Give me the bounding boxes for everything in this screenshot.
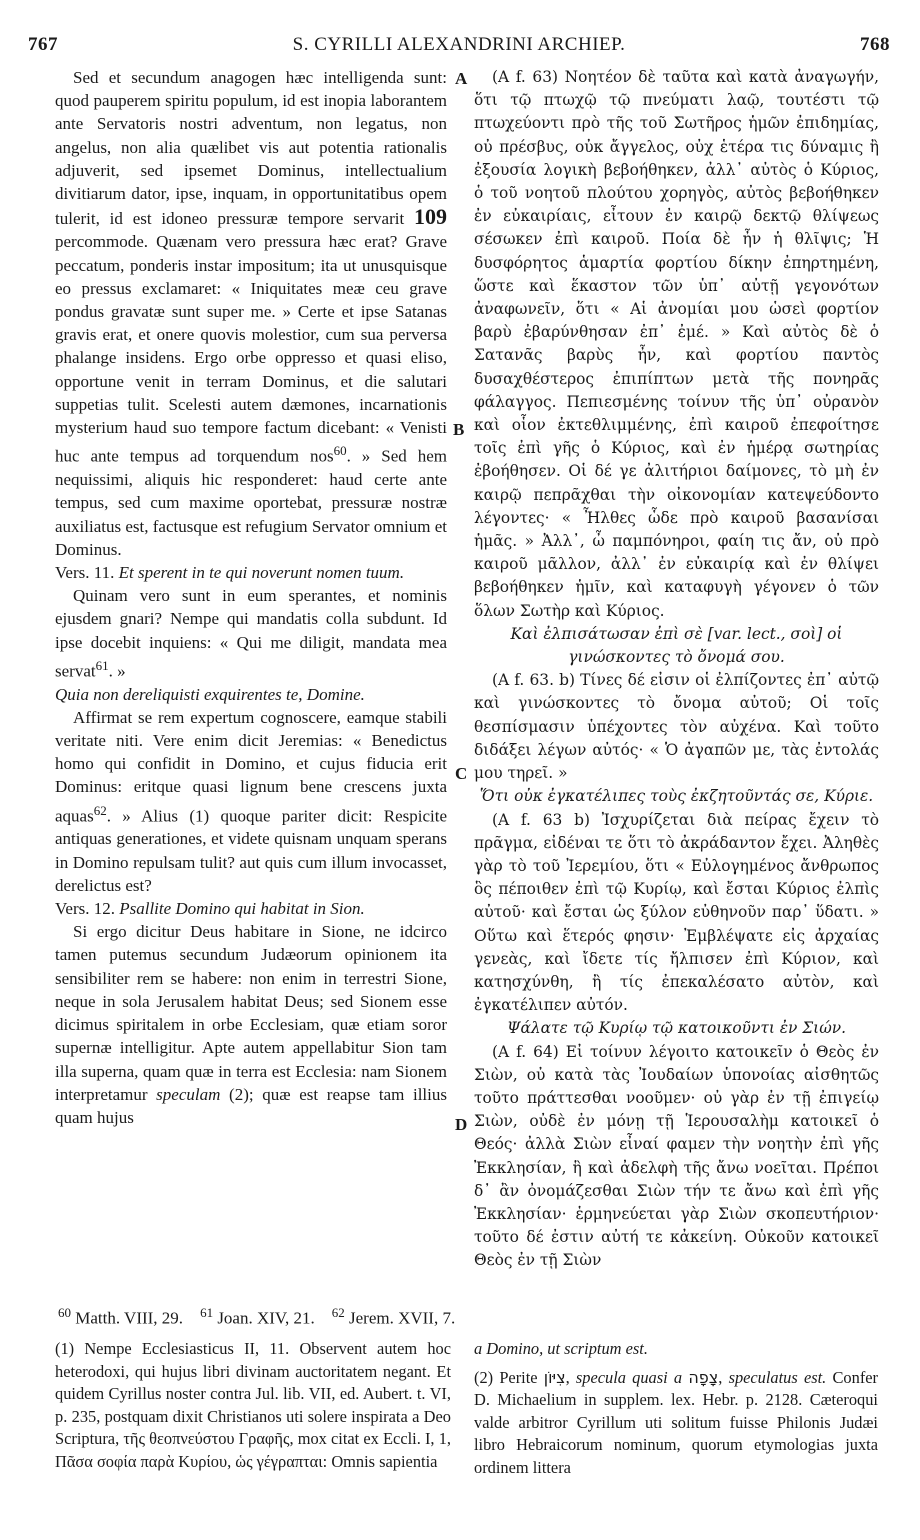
margin-letter-d: D (455, 1115, 468, 1134)
reference: Jerem. XVII, 7. (349, 1308, 456, 1328)
greek-paragraph-2: (A f. 63. b) Τίνες δέ εἰσιν οἱ ἐλπίζοντες ἐπ᾽ αὐτῷ καὶ γινώσκοντες τὸ ὄνομα αὐτοῦ; Οἱ τοῖς θεσπίσμασιν ὑπέχοντες τὸν αὐχένα. Καὶ τοῦτο διδάξει λέγων αὐτός· « Ὁ ἀγαπῶν με, τὰς ἐντολάς μου τηρεῖ. » (474, 671, 879, 783)
latin-paragraph-2: Quinam vero sunt in eum sperantes, et nominis ejusdem gnari? Nempe qui mandatis colla subdunt. Id ipse docebit inquiens: « Qui me diligit, mandata mea servat$^{61}$. » (55, 586, 447, 681)
greek-paragraph-4: (A f. 64) Εἰ τοίνυν λέγοιτο κατοικεῖν ὁ Θεὸς ἐν Σιὼν, οὐ κατὰ τὰς Ἰουδαίων ὑπονοίας αἰσθητῶς τοῦτο πράττεσθαι νοοῦμεν· οὐ γὰρ ἐν τῇ ἐπιγείῳ Σιὼν, οὐδὲ ἐν μόνῃ τῇ Ἱερουσαλὴμ κατοικεῖ ὁ Θεός· ἀλλὰ Σιὼν εἶναί φαμεν τὴν νοητὴν ἐπὶ γῆς Ἐκκλησίαν, ἣ καὶ ἀδελφὴ τῆς ἄνω νοεῖται. Πρέποι δ᾽ ἂν ὀνομάζεσθαι Σιὼν τήν τε ἄνω καὶ ἐπὶ γῆς Ἐκκλησίαν· ἑρμηνεύεται γὰρ Σιὼν σκοπευτήριον· τοῦτο δέ ἐστιν αὐτή τε κἀκείνη. Οὐκοῦν κατοικεῖ Θεὸς ἐν τῇ Σιὼν (474, 1042, 879, 1270)
greek-column (474, 66, 879, 1273)
hebrew-word-tsapah: צָפָה (688, 1367, 719, 1387)
page-header (28, 34, 890, 60)
page-number-right: 768 (860, 34, 890, 55)
footnote-2: (2) Perite צִיּוֹן, specula quasi a צָפָה, speculatus est. Confer D. Michaelium in supplem. lex. Hebr. p. 2128. Cæteroqui valde arbitror Cyrillum uti solitum fuisse Philonis Judæi libro Hebraicorum nominum, quorum etymologias juxta ordinem littera (474, 1367, 879, 1477)
latin-verse-11: Vers. 11. Et sperent in te qui noverunt nomen tuum. (55, 562, 405, 582)
reference: Matth. VIII, 29. (75, 1308, 184, 1328)
ref-mark: 60 (333, 443, 347, 459)
footnote-1-continued: a Domino, ut scriptum est. (474, 1339, 648, 1358)
margin-letter-b: B (453, 420, 465, 439)
scripture-references: $^{60}$ Matth. VIII, 29. $^{61}$ Joan. XIV, 21. $^{62}$ Jerem. XVII, 7. (58, 1305, 456, 1328)
running-title: S. CYRILLI ALEXANDRINI ARCHIEP. (292, 34, 626, 55)
ref-mark: 61 (95, 657, 109, 673)
reference: Joan. XIV, 21. (217, 1308, 315, 1328)
latin-paragraph-4: Si ergo dicitur Deus habitare in Sione, ne idcirco tamen putemus secundum Judæorum opinionem ita sensibiliter rem se habere: non enim in terrestri Sione, neque in sola Jerusalem habitat Deus; sed Sionem esse dicimus spiritalem in orbe Ecclesiam, quæ etiam soror supernæ intelligitur. Apte autem appellabitur Sion tam illa superna, quam quæ in terra est Ecclesia: nam Sionem interpretamur speculam (2); quæ est reapse tam illius quam hujus (55, 922, 447, 1127)
greek-paragraph-3: (A f. 63 b) Ἰσχυρίζεται διὰ πείρας ἔχειν τὸ πρᾶγμα, εἰδέναι τε ὅτι τὸ ἀκράδαντον ἔχει. Ἀληθὲς γὰρ τὸ τοῦ Ἰερεμίου, ὅτι « Εὐλογημένος ἄνθρωπος ὃς πέποιθεν ἐπὶ τῷ Κυρίῳ, καὶ ἔσται Κύριος ἐλπὶς αὐτοῦ· καὶ ἔσται ὡς ξύλον εὐθηνοῦν παρ᾽ ὕδατι. » Οὕτω καὶ ἕτερός φησιν· Ἐμβλέψατε εἰς ἀρχαίας γενεὰς, καὶ ἴδετε τίς ἤλπισεν ἐπὶ Κύριον, καὶ κατησχύνθη, ἢ τίς ἐπεκαλέσατο αὐτὸν, καὶ ἐγκατέλιπεν αὐτόν. (474, 810, 879, 1015)
hebrew-word-sion: צִיּוֹן (543, 1367, 566, 1387)
ref-mark: 62 (93, 802, 107, 818)
latin-verse-12: Vers. 12. Psallite Domino qui habitat in Sion. (55, 899, 365, 919)
latin-paragraph-1: Sed et secundum anagogen hæc intelligenda sunt: quod pauperem spiritu populum, id est inopia laborantem ante Servatoris nostri adventum, non legatus, non angelus, non alia quælibet vis aut potentia rationalis adjuverit, sed ipsemet Dominus, intellectualium divitiarum dator, ipse, inquam, in opportunitatibus opem tulerit, id est idoneo pressuræ tempore servarit 109 percommode. Quænam vero pressura hæc erat? Grave peccatum, ponderis instar impositum; ita ut unusquisque eo pressus exclamaret: « Iniquitates meæ ceu grave pondus gravatæ sunt super me. » Certe et ipse Satanas gravis erat, et onere quovis molestior, cum sua perversa phalange insidens. Ergo orbe oppresso et quasi eliso, opportune venit in terram Dominus, et die salutari suppetias tulit. Scelesti autem dæmones, incarnationis mysterium haud suo tempore factum dicebant: « Venisti huc ante tempus ad torquendum nos$^{60}$. » Sed hem nequissimi, aliquis hic responderet: haud certe ante tempus, sed cum maxime oportebat, pressuræ nostræ auxiliatus est, factusque est refugium Servator omnium et Dominus. (55, 68, 447, 559)
latin-column (55, 66, 447, 1129)
margin-letter-c: C (455, 764, 468, 783)
greek-verse-hoti: Ὅτι οὐκ ἐγκατέλιπες τοὺς ἐκζητοῦντάς σε, Κύριε. (479, 787, 874, 806)
column-number: 109 (414, 204, 447, 230)
greek-verse-12: Ψάλατε τῷ Κυρίῳ τῷ κατοικοῦντι ἐν Σιών. (506, 1019, 847, 1038)
latin-paragraph-3: Affirmat se rem expertum cognoscere, eamque stabili veritate niti. Vere enim dicit Jeremias: « Benedictus homo qui confidit in Domino, et cujus fiducia erit Dominus: eritque quasi lignum bene crescens juxta aquas$^{62}$. » Alius (1) quoque pariter dicit: Respicite antiquas generationes, et videte quisnam unquam sperans in Domino repulsam tulit? aut quis cum illum invocasset, derelictus est? (55, 707, 447, 895)
footnote-left (55, 1338, 451, 1473)
footnote-1: (1) Nempe Ecclesiasticus II, 11. Observent autem hoc heterodoxi, qui hujus libri divinam auctoritatem negant. Et quidem Cyrillus noster contra Jul. lib. VII, ed. Aubert. t. VI, p. 235, postquam dixit Christianos uti solere inspirata a Deo Scriptura, τῆς θεοπνεύστου Γραφῆς, mox citat ex Eccli. I, 1, Πᾶσα σοφία παρὰ Κυρίου, ὡς γέγραπται: Omnis sapientia (55, 1339, 451, 1471)
page-number-left: 767 (28, 34, 58, 55)
greek-paragraph-1: (A f. 63) Νοητέον δὲ ταῦτα καὶ κατὰ ἀναγωγήν, ὅτι τῷ πτωχῷ τῷ πνεύματι λαῷ, τουτέστι τῷ πτωχεύοντι πρὸ τῆς τοῦ Σωτῆρος ἡμῶν ἐπιδημίας, οὐ πρέσβυς, οὐκ ἄγγελος, οὐχ ἑτέρα τις δύναμις ἢ ἐξουσία λογικὴ βεβοήθηκεν, ἀλλ᾽ αὐτὸς ὁ Κύριος, ὁ τοῦ νοητοῦ πλούτου χορηγὸς, αὐτὸς βεβοήθηκεν ἐν εὐκαιρίαις, εἶτουν ἐν καιρῷ δεκτῷ θλίψεως σέσωκεν ἐπὶ καιροῦ. Ποία δὲ ἦν ἡ θλῖψις; Ἡ δυσφόρητος ἁμαρτία φορτίου δίκην ἐπηρτημένη, ὥστε καὶ ἕκαστον τῶν ὑπ᾽ αὐτῇ γεγονότων ἀναφωνεῖν, ὅτι « Αἱ ἀνομίαι μου ὡσεὶ φορτίον βαρὺ ἐβαρύνθησαν ἐπ᾽ ἐμέ. » Καὶ αὐτὸς δὲ ὁ Σατανᾶς βαρὺς ἦν, καὶ φορτίου παντὸς δυσαχθέστερος ἐπιπίπτων μετὰ τῆς πονηρᾶς φάλαγγος. Πεπιεσμένης τοίνυν τῆς ὑπ᾽ οὐρανὸν καὶ οἷον ἐκτεθλιμμένης, ἐπὶ καιροῦ ἐπεφοίτησε τοῖς ἐπὶ γῆς ὁ Κύριος, καὶ ἐν ἡμέρᾳ σωτηρίας ἐβοήθησεν. Οἱ δέ γε ἀλιτήριοι δαίμονες, τὸ μὴ ἐν καιρῷ πεπρᾶχθαι τὴν οἰκονομίαν κατεψεύδοντο λέγοντες· « Ἦλθες ὧδε πρὸ καιροῦ βασανίσαι ἡμᾶς. » Ἀλλ᾽, ὦ παμπόνηροι, φαίη τις ἄν, οὐ πρὸ καιροῦ μᾶλλον, ἀλλ᾽ ἐν εὐκαιρίᾳ καὶ ἐν θλίψει βεβοήθηκεν ἡμῖν, καὶ καταφυγὴ γέγονεν ὁ τῶν ὅλων Σωτὴρ καὶ Κύριος. (474, 68, 879, 620)
footnote-right (474, 1338, 878, 1479)
latin-verse-quia: Quia non dereliquisti exquirentes te, Domine. (55, 684, 365, 704)
greek-verse-11: Καὶ ἐλπισάτωσαν ἐπὶ σὲ [var. lect., σοὶ] οἱ γινώσκοντες τὸ ὄνομά σου. (510, 624, 843, 667)
margin-letter-a: A (455, 69, 468, 88)
